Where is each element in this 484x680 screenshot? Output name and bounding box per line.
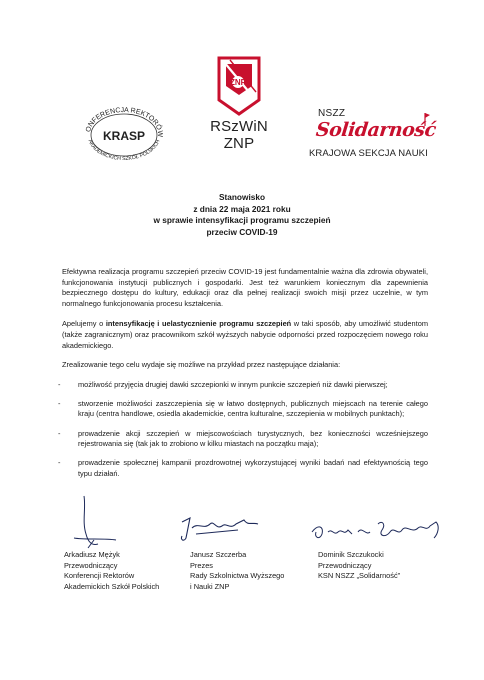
solidarnosc-logo: [306, 108, 454, 162]
paragraph-2-lead: Apelujemy o: [62, 319, 106, 329]
signature-block-znp: [190, 550, 284, 592]
title-line-1: Stanowisko: [218, 192, 266, 202]
signatory-org: Rady Szkolnictwa Wyższego: [190, 571, 285, 581]
paragraph-2: [62, 319, 428, 351]
krasp-emblem: [82, 104, 166, 162]
handwritten-signature-szczukocki: [308, 514, 448, 546]
znp-emblem: [216, 54, 262, 118]
title-line-4: przeciw COVID-19: [206, 226, 278, 237]
handwritten-signature-mezyk: [64, 494, 124, 552]
znp-text: ZNP: [223, 135, 255, 152]
list-item: - stworzenie możliwości zaszczepienia się w łatwo dostępnych, publicznych miejscach na terenie całego kraju (centra handlowe, osiedla akademickie, centra kulturalne, szczepienia w mobilnych punktach);: [62, 399, 428, 420]
signature-block-krasp: [64, 550, 159, 592]
list-item: - możliwość przyjęcia drugiej dawki szczepionki w innym punkcie szczepień niż dawki pierwszej;: [62, 380, 428, 391]
krasp-logo: [82, 104, 166, 162]
solidarnosc-wordmark: Solidarność: [314, 119, 437, 141]
signatory-name: Arkadiusz Mężyk: [64, 550, 120, 559]
znp-logo: [208, 54, 270, 158]
krasp-bottom-arc-text: AKADEMICKICH SZKÓŁ POLSKICH: [86, 138, 162, 162]
paragraph-1: Efektywna realizacja programu szczepień przeciw COVID-19 jest fundamentalnie ważna dla zdrowia obywateli, funkcjonowania instytucji publicznych i gospodarki. Jest też warunkiem koniecznym dla zapewnienia bezpiecznego dostępu do kultury, edukacji oraz dla pełnej realizacji swoich misji przez uczelnie, w tym normalnego funkcjonowania procesu kształcenia.: [62, 267, 428, 308]
list-item: - prowadzenie społecznej kampanii prozdrowotnej wykorzystującej wyniki badań nad efektywnością tego typu działań.: [62, 458, 428, 479]
signature-block-solidarnosc: [318, 550, 400, 582]
nszz-text: NSZZ: [318, 108, 346, 119]
paragraph-2-tail: w taki sposób, aby umożliwić studentom (także zagranicznym) oraz pracownikom szkół wyższych nabycie odporności przed rozpoczęciem nowego roku akademickiego.: [62, 319, 428, 350]
title-line-3: w sprawie intensyfikacji programu szczepień: [153, 215, 331, 225]
signatory-role: Prezes: [190, 560, 214, 570]
handwritten-signature-szczerba: [176, 514, 266, 544]
signatory-role: Przewodniczący: [64, 560, 118, 570]
signatory-name: Dominik Szczukocki: [318, 550, 384, 559]
rszwin-text: RSzWiN: [210, 118, 268, 135]
paragraph-3: Zrealizowanie tego celu wydaje się możliwe na przykład przez następujące działania:: [62, 360, 341, 370]
paragraph-2-emphasis: intensyfikację i uelastycznienie programu szczepień: [105, 319, 292, 329]
signatory-org: Konferencji Rektorów: [64, 571, 135, 581]
ksn-text: KRAJOWA SEKCJA NAUKI: [309, 148, 428, 159]
signatory-org: i Nauki ZNP: [190, 581, 230, 591]
document-title: [0, 192, 484, 238]
krasp-arc-text: ONFERENCJA REKTORÓW: [85, 106, 164, 138]
krasp-name: KRASP: [102, 129, 146, 143]
list-item: - prowadzenie akcji szczepień w miejscowościach turystycznych, bez konieczności wcześniejszego rejestrowania się (tak jak to zrobiono w kilku miastach na początku maja);: [62, 429, 428, 450]
signatory-org: Akademickich Szkół Polskich: [64, 581, 160, 591]
title-line-2: z dnia 22 maja 2021 roku: [193, 203, 291, 214]
signatory-org: KSN NSZZ „Solidarność”: [318, 571, 401, 581]
signatory-role: Przewodniczący: [318, 560, 372, 570]
signatory-name: Janusz Szczerba: [190, 550, 247, 559]
actions-list: [62, 380, 428, 480]
znp-emblem-text: ZNP: [230, 78, 246, 87]
document-body: [62, 267, 428, 488]
